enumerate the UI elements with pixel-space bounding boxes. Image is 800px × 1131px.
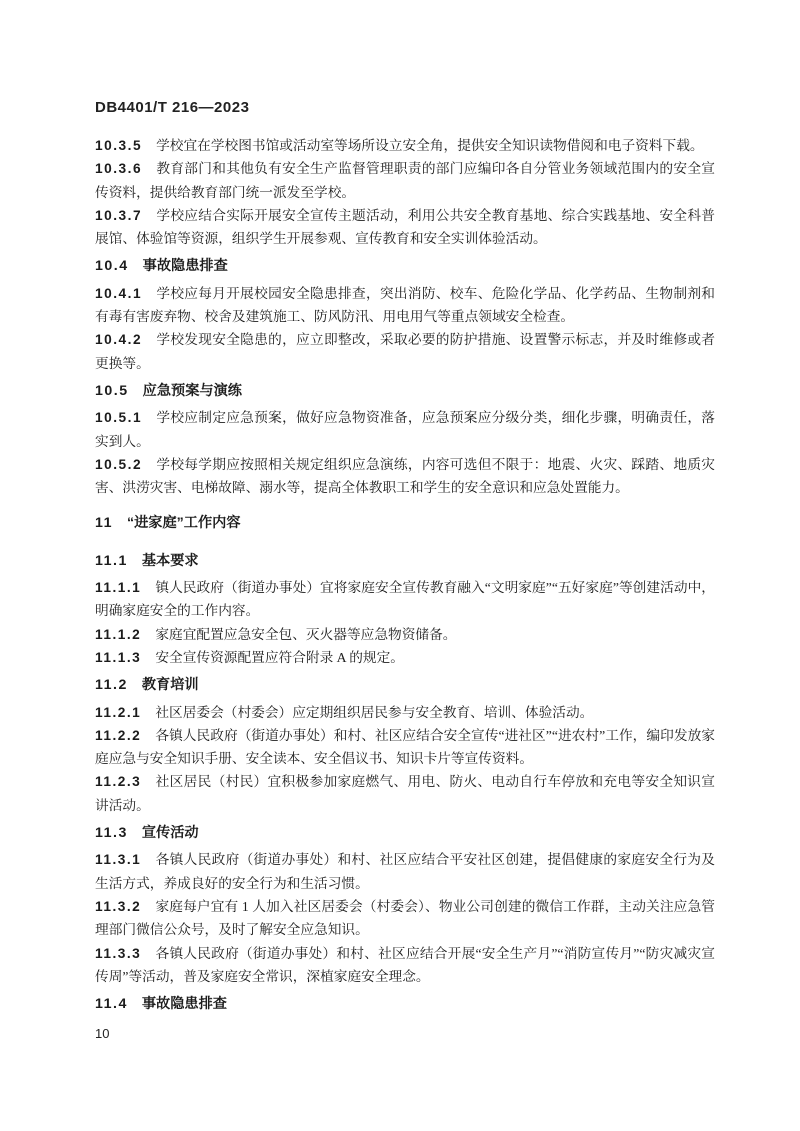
section-title: 基本要求 [141, 552, 199, 569]
section-heading [95, 380, 715, 403]
section-number: 11.3 [95, 825, 128, 842]
clause-text: 社区居委会（村委会）应定期组织居民参与安全教育、培训、体验活动。 [155, 704, 594, 720]
clause-paragraph [95, 646, 715, 669]
clause-paragraph [95, 453, 715, 500]
document-body [95, 134, 715, 1016]
clause-number: 11.3.2 [95, 898, 142, 914]
clause-text: 学校应结合实际开展安全宣传主题活动，利用公共安全教育基地、综合实践基地、安全科普展馆、体验馆等资源，组织学生开展参观、宣传教育和安全实训体验活动。 [95, 207, 715, 247]
clause-paragraph [95, 576, 715, 623]
clause-number: 10.3.5 [95, 138, 143, 153]
section-title: 事故隐患排查 [141, 996, 227, 1013]
section-heading [95, 674, 715, 697]
clause-text: 学校发现安全隐患的，应立即整改，采取必要的防护措施、设置警示标志，并及时维修或者更换等。 [95, 332, 715, 371]
clause-text: 学校每学期应按照相关规定组织应急演练，内容可选但不限于：地震、火灾、踩踏、地质灾害、洪涝灾害、电梯故障、溺水等，提高全体教职工和学生的安全意识和应急处置能力。 [95, 456, 715, 496]
section-heading [95, 822, 715, 845]
section-title: 宣传活动 [141, 825, 199, 842]
clause-text: 家庭每户宜有 1 人加入社区居委会（村委会）、物业公司创建的微信工作群，主动关注应急管理部门微信公众号，及时了解安全应急知识。 [95, 898, 715, 938]
clause-text: 各镇人民政府（街道办事处）和村、社区应结合安全宣传“进社区”“进农村”工作，编印发放家庭应急与安全知识手册、安全读本、安全倡议书、知识卡片等宣传资料。 [95, 727, 715, 767]
clause-paragraph [95, 701, 715, 724]
clause-text: 学校应制定应急预案，做好应急物资准备，应急预案应分级分类，细化步骤，明确责任，落实到人。 [95, 410, 715, 449]
section-title: 教育培训 [141, 677, 199, 694]
clause-number: 11.1.2 [95, 626, 142, 642]
chapter-heading [95, 512, 715, 535]
section-number: 11.1 [95, 552, 128, 569]
clause-paragraph [95, 406, 715, 453]
clause-number: 11.3.3 [95, 945, 142, 961]
section-heading [95, 550, 715, 573]
clause-number: 11.3.1 [95, 852, 142, 868]
clause-number: 10.5.2 [95, 456, 143, 472]
clause-number: 11.2.3 [95, 774, 142, 790]
clause-paragraph [95, 724, 715, 771]
clause-text: 学校应每月开展校园安全隐患排查，突出消防、校车、危险化学品、化学药品、生物制剂和有毒有害废弃物、校舍及建筑施工、防风防汛、用电用气等重点领域安全检查。 [95, 285, 715, 325]
page-number: 10 [95, 1026, 110, 1042]
clause-text: 学校宜在学校图书馆或活动室等场所设立安全角，提供安全知识读物借阅和电子资料下载。 [156, 138, 704, 153]
clause-text: 社区居民（村民）宜积极参加家庭燃气、用电、防火、电动自行车停放和充电等安全知识宣讲活动。 [95, 774, 715, 813]
clause-paragraph [95, 134, 715, 157]
clause-number: 10.4.1 [95, 285, 143, 301]
clause-number: 10.3.7 [95, 207, 143, 223]
clause-paragraph [95, 623, 715, 646]
section-heading [95, 255, 715, 278]
clause-text: 家庭宜配置应急安全包、灭火器等应急物资储备。 [155, 626, 457, 642]
document-number-header: DB4401/T 216—2023 [95, 99, 250, 116]
clause-text: 镇人民政府（街道办事处）宜将家庭安全宣传教育融入“文明家庭”“五好家庭”等创建活动中，明确家庭安全的工作内容。 [95, 580, 715, 619]
clause-number: 11.2.2 [95, 727, 142, 743]
section-title: 事故隐患排查 [142, 258, 228, 275]
section-number: 11.2 [95, 677, 128, 694]
clause-paragraph [95, 328, 715, 375]
section-number: 10.4 [95, 258, 129, 275]
clause-paragraph [95, 282, 715, 329]
clause-paragraph [95, 204, 715, 251]
clause-text: 教育部门和其他负有安全生产监督管理职责的部门应编印各自分管业务领域范围内的安全宣传资料，提供给教育部门统一派发至学校。 [95, 161, 715, 200]
clause-paragraph [95, 895, 715, 942]
clause-text: 各镇人民政府（街道办事处）和村、社区应结合平安社区创建，提倡健康的家庭安全行为及生活方式，养成良好的安全行为和生活习惯。 [95, 852, 715, 891]
clause-number: 10.5.1 [95, 410, 143, 426]
clause-paragraph [95, 942, 715, 989]
section-number: 11.4 [95, 996, 128, 1013]
chapter-number: 11 [95, 515, 113, 532]
clause-number: 11.1.3 [95, 649, 142, 665]
clause-paragraph [95, 848, 715, 895]
section-title: 应急预案与演练 [142, 382, 242, 399]
chapter-title: “进家庭”工作内容 [127, 515, 241, 532]
clause-number: 10.3.6 [95, 161, 143, 177]
clause-number: 11.2.1 [95, 704, 142, 720]
clause-paragraph [95, 157, 715, 204]
clause-number: 10.4.2 [95, 332, 143, 348]
clause-text: 安全宣传资源配置应符合附录 A 的规定。 [155, 649, 404, 665]
clause-text: 各镇人民政府（街道办事处）和村、社区应结合开展“安全生产月”“消防宣传月”“防灾减灾宣传周”等活动，普及家庭安全常识，深植家庭安全理念。 [95, 945, 715, 984]
section-heading [95, 993, 715, 1016]
clause-number: 11.1.1 [95, 580, 142, 596]
clause-paragraph [95, 770, 715, 817]
section-number: 10.5 [95, 382, 129, 399]
